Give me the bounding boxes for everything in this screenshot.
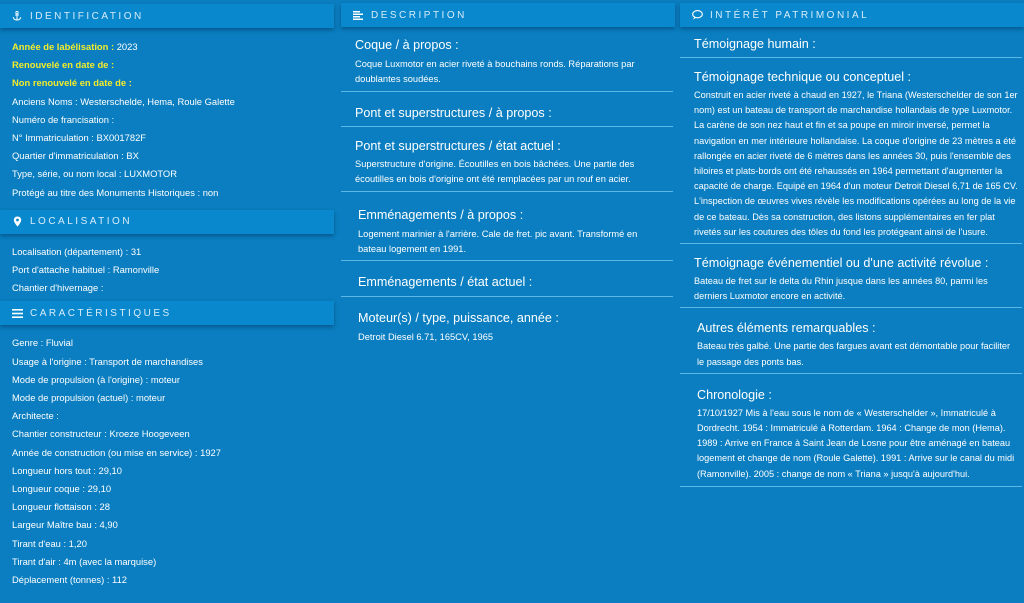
- displacement-row: Déplacement (tonnes) : 112: [12, 574, 127, 586]
- interet-title: INTÉRÊT PATRIMONIAL: [710, 9, 870, 21]
- map-pin-icon: [10, 216, 24, 227]
- hull-about-text: Coque Luxmotor en acier riveté à bouchains ronds. Réparations par doublantes soudées.: [355, 59, 635, 85]
- fittings-current-title: Emménagements / état actuel :: [358, 275, 533, 290]
- description-header: [341, 3, 675, 27]
- renewed-row: Renouvelé en date de :: [12, 59, 115, 71]
- department-row: Localisation (département) : 31: [12, 245, 142, 257]
- deck-about-title: Pont et superstructures / à propos :: [355, 105, 552, 120]
- other-remarkable-title: Autres éléments remarquables :: [697, 321, 876, 336]
- home-port-row: Port d'attache habituel : Ramonville: [12, 264, 160, 276]
- right-column: [680, 0, 1024, 487]
- event-testimony-title: Témoignage événementiel ou d'une activité révolue :: [694, 256, 989, 271]
- caracteristiques-title: CARACTÉRISTIQUES: [30, 307, 172, 319]
- localisation-header: [0, 210, 334, 234]
- deck-current-text: Superstructure d'origine. Écoutilles en bois bâchées. Une partie des écoutilles en bois d'origine ont été remplacées par un rouf en acier.: [355, 158, 635, 185]
- architect-row: Architecte :: [12, 410, 59, 422]
- middle-column: [341, 0, 675, 346]
- align-left-icon: [351, 11, 365, 20]
- waterline-length-row: Longueur flottaison : 28: [12, 501, 110, 513]
- original-use-row: Usage à l'origine : Transport de marchandises: [12, 355, 203, 367]
- type-row: Type, série, ou nom local : LUXMOTOR: [12, 168, 177, 180]
- chronology-text: 17/10/1927 Mis à l'eau sous le nom de « Westerschelder », Immatriculé à Dordrecht. 1954 : Immatriculé à Rotterdam. 1964 : Change de mon (Hema). 1989 : Arrive en France à Saint Jean de Losne pour être aménagé en bateau logement et change de nom (Roule Galette). 1991 : Arrive sur le canal du midi (Ramonville). 2005 : change de nom « Triana » jusqu'à aujourd'hui.: [697, 407, 1015, 479]
- other-remarkable-text: Bateau très galbé. Une partie des fargues avant est démontable pour faciliter le passage des ponts bas.: [697, 341, 1011, 367]
- beam-row: Largeur Maître bau : 4,90: [12, 519, 118, 531]
- francisation-row: Numéro de francisation :: [12, 113, 115, 125]
- identification-title: IDENTIFICATION: [30, 10, 144, 22]
- deck-current-title: Pont et superstructures / état actuel :: [355, 138, 561, 153]
- identification-header: [0, 4, 334, 28]
- draught-row: Tirant d'eau : 1,20: [12, 537, 87, 549]
- technical-testimony-text: Construit en acier riveté à chaud en 1927, le Triana (Westerschelder de son 1er nom) est un bateau de transport de marchandise hollandais de type Luxmotor. La carène de son nez haut et fin et sa poupe en miroir inversé, permet la navigation en mer intérieure hollandaise. La coque d'origine de 23 mètres a été rallongée en acier riveté de 6 mètres dans les années 30, puis l'ensemble des hiloires et plats-bords ont été rehaussés en 1964 permettant d'augmenter la capacité de charge. Equipé en 1964 d'un moteur Detroit Diesel 6,71 de 165 CV. L'inspection de œuvres vives révèle les modifications opérées au long de la vie de ce bateau. Dès sa construction, des listons supplémentaires en fer plat rivetés sur les coutures des tôles du fond les protégeant ainsi de l'usure.: [694, 90, 1018, 237]
- localisation-title: LOCALISATION: [30, 216, 133, 228]
- engine-title: Moteur(s) / type, puissance, année :: [358, 311, 559, 326]
- length-overall-row: Longueur hors tout : 29,10: [12, 464, 122, 476]
- fittings-about-title: Emménagements / à propos :: [358, 207, 524, 222]
- genre-row: Genre : Fluvial: [12, 337, 73, 349]
- description-title: DESCRIPTION: [371, 9, 467, 21]
- former-names-row: Anciens Noms : Westerschelde, Hema, Roule Galette: [12, 95, 235, 107]
- event-testimony-text: Bateau de fret sur le delta du Rhin jusque dans les années 80, parmi les derniers Luxmotor encore en activité.: [694, 276, 988, 302]
- winter-yard-row: Chantier d'hivernage :: [12, 282, 104, 294]
- air-draft-row: Tirant d'air : 4m (avec la marquise): [12, 555, 157, 567]
- build-year-row: Année de construction (ou mise en service) : 1927: [12, 446, 221, 458]
- original-propulsion-row: Mode de propulsion (à l'origine) : moteur: [12, 373, 181, 385]
- technical-testimony-title: Témoignage technique ou conceptuel :: [694, 70, 912, 84]
- historic-monument-row: Protégé au titre des Monuments Historiques : non: [12, 186, 219, 198]
- year-label-value: 2023: [116, 41, 138, 52]
- engine-text: Detroit Diesel 6.71, 165CV, 1965: [358, 332, 494, 343]
- builder-row: Chantier constructeur : Kroeze Hoogeveen: [12, 428, 190, 440]
- not-renewed-row: Non renouvelé en date de :: [12, 77, 132, 89]
- hull-length-row: Longueur coque : 29,10: [12, 483, 112, 495]
- chronology-title: Chronologie :: [697, 387, 772, 402]
- current-propulsion-row: Mode de propulsion (actuel) : moteur: [12, 392, 166, 404]
- divider: [680, 486, 1022, 487]
- caracteristiques-header: [0, 301, 334, 325]
- registration-district-row: Quartier d'immatriculation : BX: [12, 150, 139, 162]
- interet-header: [680, 3, 1024, 27]
- comment-icon: [690, 10, 704, 20]
- human-testimony-title: Témoignage humain :: [694, 37, 816, 51]
- hull-about-title: Coque / à propos :: [355, 38, 459, 52]
- registration-row: N° Immatriculation : BX001782F: [12, 132, 147, 144]
- fittings-about-text: Logement marinier à l'arrière. Cale de fret. pic avant. Transformé en bateau logement en 1991.: [358, 228, 638, 255]
- left-column: [0, 0, 334, 589]
- list-icon: [10, 309, 24, 318]
- anchor-icon: [10, 11, 24, 21]
- year-label-row: Année de labélisation : 2023: [12, 41, 138, 52]
